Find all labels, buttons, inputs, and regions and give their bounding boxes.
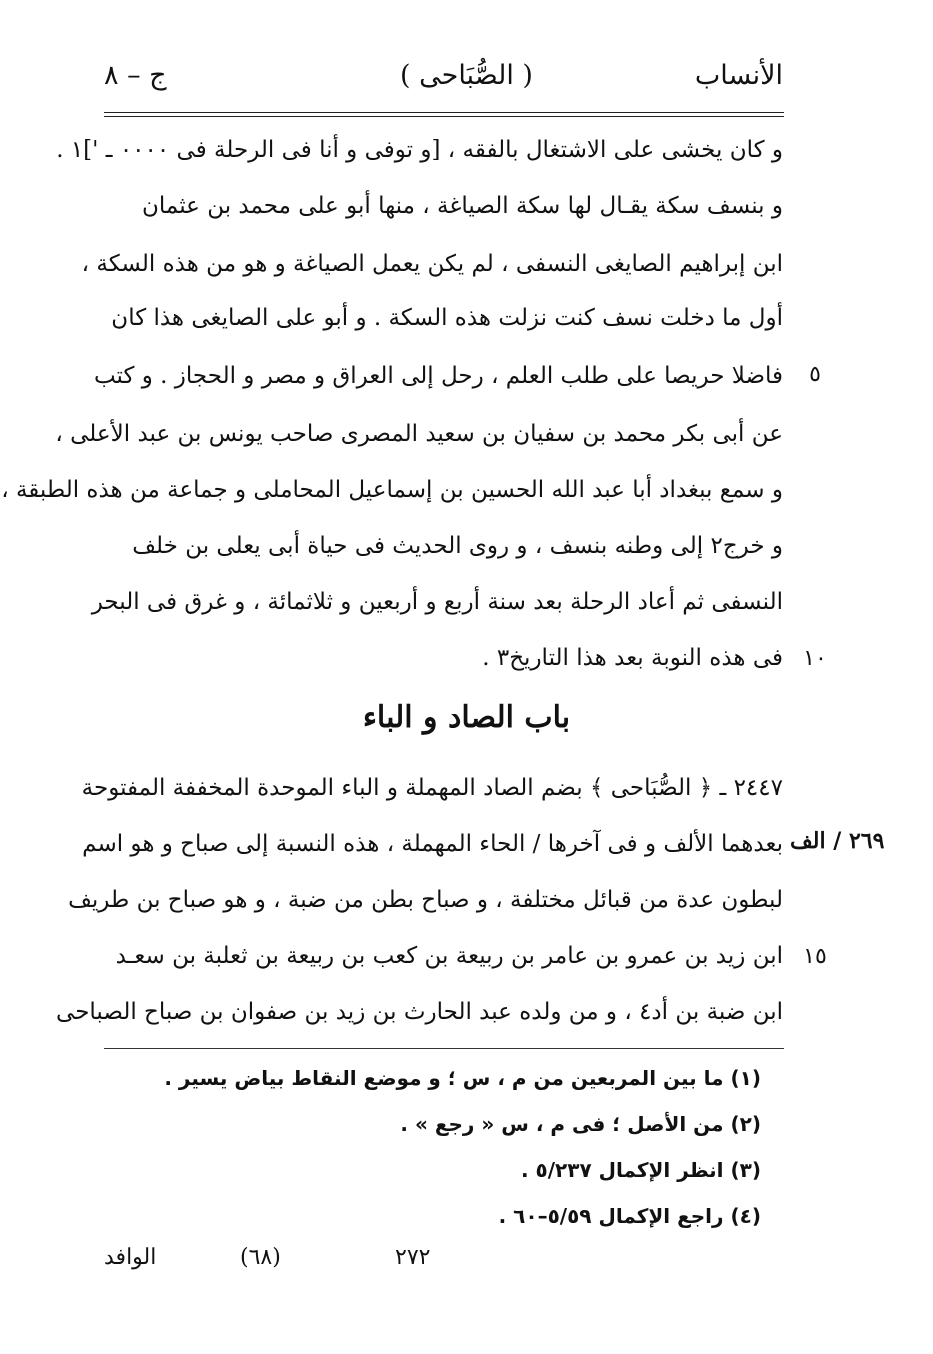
body-line-10: فى هذه النوبة بعد هذا التاريخ٣ .	[482, 645, 783, 671]
body-line-5: فاضلا حريصا على طلب العلم ، رحل إلى العراق و مصر و الحجاز . و كتب	[93, 363, 783, 389]
section-heading: باب الصاد و الباء	[362, 700, 571, 735]
footnote-1: (١) ما بين المربعين من م ، س ؛ و موضع النقاط بياض يسير .	[164, 1066, 761, 1090]
header-rule-bottom	[104, 116, 784, 117]
body-line-9: النسفى ثم أعاد الرحلة بعد سنة أربع و أربعين و ثلاثمائة ، و غرق فى البحر	[91, 589, 783, 615]
entry-line-5: ابن ضبة بن أد٤ ، و من ولده عبد الحارث بن زيد بن صفوان بن صباح الصباحى	[56, 999, 783, 1025]
footnote-rule	[104, 1048, 784, 1049]
page-number: ٢٧٢	[395, 1245, 431, 1270]
manuscript-folio-note: ٢٦٩ / الف	[790, 828, 885, 854]
body-line-1: و كان يخشى على الاشتغال بالفقه ، [و توفى و أنا فى الرحلة فى ٠٠٠٠ ـ ']١ .	[56, 137, 783, 163]
running-head-entry: ( الصُّبَاحى )	[400, 60, 533, 91]
entry-line-4: ابن زيد بن عمرو بن عامر بن ربيعة بن كعب بن ربيعة بن ثعلبة بن سعـد	[115, 943, 783, 969]
line-number-5: ٥	[809, 362, 821, 387]
body-line-3: ابن إبراهيم الصايغى النسفى ، لم يكن يعمل الصياغة و هو من هذه السكة ،	[81, 251, 783, 277]
line-number-10: ١٠	[803, 646, 827, 671]
footnote-2: (٢) من الأصل ؛ فى م ، س « رجع » .	[400, 1112, 761, 1136]
running-head-title: الأنساب	[694, 60, 783, 91]
body-line-8: و خرج٢ إلى وطنه بنسف ، و روى الحديث فى حياة أبى يعلى بن خلف	[132, 533, 783, 559]
entry-line-1: ٢٤٤٧ ـ ﴿ الصُّبَاحى ﴾ بضم الصاد المهملة و الباء الموحدة المخففة المفتوحة	[81, 775, 783, 801]
body-line-4: أول ما دخلت نسف كنت نزلت هذه السكة . و أبو على الصايغى هذا كان	[111, 305, 783, 331]
imprint-mark: الوافد	[104, 1245, 157, 1270]
entry-line-2: بعدهما الألف و فى آخرها / الحاء المهملة ، هذه النسبة إلى صباح و هو اسم	[82, 831, 783, 857]
body-line-6: عن أبى بكر محمد بن سفيان بن سعيد المصرى صاحب يونس بن عبد الأعلى ،	[55, 421, 783, 447]
issue-number: (٦٨)	[240, 1245, 281, 1270]
body-line-7: و سمع ببغداد أبا عبد الله الحسين بن إسماعيل المحاملى و جماعة من هذه الطبقة ،	[1, 477, 783, 503]
footnote-3: (٣) انظر الإكمال ٥/٢٣٧ .	[520, 1158, 761, 1182]
line-number-15: ١٥	[803, 944, 827, 969]
entry-line-3: لبطون عدة من قبائل مختلفة ، و صباح بطن من ضبة ، و هو صباح بن طريف	[68, 887, 783, 913]
running-head-volume: ج – ٨	[104, 60, 167, 91]
body-line-2: و بنسف سكة يقـال لها سكة الصياغة ، منها أبو على محمد بن عثمان	[142, 193, 783, 219]
header-rule-top	[104, 112, 784, 113]
footnote-4: (٤) راجع الإكمال ٥/٥٩–٦٠ .	[498, 1204, 761, 1228]
